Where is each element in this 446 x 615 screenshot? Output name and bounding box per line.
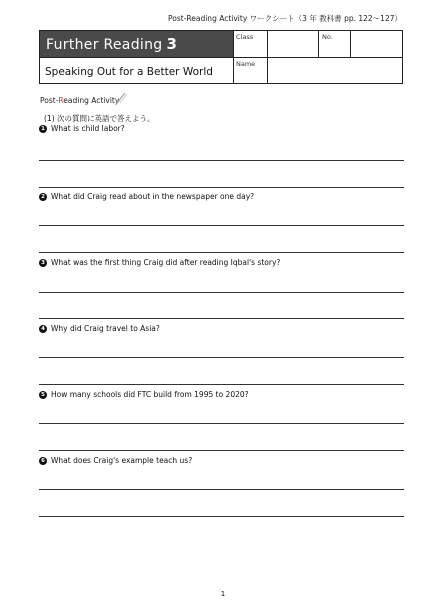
pencil-icon	[114, 91, 128, 105]
lesson-title: Further Reading	[46, 37, 163, 53]
answer-line[interactable]	[39, 357, 404, 358]
lesson-number: 3	[166, 35, 178, 53]
question-number: 5	[39, 391, 47, 399]
section-title-rest: eading Activity	[63, 96, 120, 105]
answer-line[interactable]	[39, 516, 404, 517]
title-table	[39, 30, 403, 84]
question-2	[39, 192, 254, 201]
question-3	[39, 258, 280, 267]
question-number: 2	[39, 193, 47, 201]
question-5	[39, 390, 249, 399]
question-text: How many schools did FTC build from 1995 to 2020?	[51, 390, 249, 399]
question-number: 6	[39, 457, 47, 465]
answer-line[interactable]	[39, 489, 404, 490]
class-label: Class	[236, 33, 254, 41]
answer-line[interactable]	[39, 187, 404, 188]
lesson-subtitle: Speaking Out for a Better World	[40, 57, 233, 83]
question-4	[39, 324, 160, 333]
section-title-prefix: Post-	[40, 96, 59, 105]
divider	[318, 31, 319, 57]
section-title-r: R	[58, 96, 64, 105]
name-label: Name	[236, 60, 256, 68]
number-field[interactable]	[351, 31, 403, 57]
answer-line[interactable]	[39, 252, 404, 253]
question-number: 4	[39, 325, 47, 333]
title-banner	[40, 31, 233, 57]
question-text: What was the first thing Craig did after reading Iqbal's story?	[51, 258, 281, 267]
answer-line[interactable]	[39, 450, 404, 451]
question-number: 1	[39, 125, 47, 133]
answer-line[interactable]	[39, 225, 404, 226]
question-text: What did Craig read about in the newspaper one day?	[51, 192, 255, 201]
no-label: No.	[322, 33, 333, 41]
question-text: Why did Craig travel to Asia?	[51, 324, 160, 333]
answer-line[interactable]	[39, 423, 404, 424]
page-header: Post-Reading Activity ワークシート（3 年 教科書 pp. 122〜127）	[167, 14, 402, 23]
answer-line[interactable]	[39, 318, 404, 319]
answer-line[interactable]	[39, 292, 404, 293]
class-field[interactable]	[268, 31, 318, 57]
name-field[interactable]	[268, 58, 403, 83]
question-text: What is child labor?	[51, 124, 125, 133]
question-1	[39, 124, 125, 133]
section-title	[40, 96, 119, 105]
page-number: 1	[220, 590, 226, 598]
answer-line[interactable]	[39, 160, 404, 161]
question-number: 3	[39, 259, 47, 267]
question-6	[39, 456, 192, 465]
answer-line[interactable]	[39, 384, 404, 385]
question-text: What does Craig's example teach us?	[51, 456, 193, 465]
instruction: (1) 次の質問に英語で答えよう。	[44, 114, 155, 123]
